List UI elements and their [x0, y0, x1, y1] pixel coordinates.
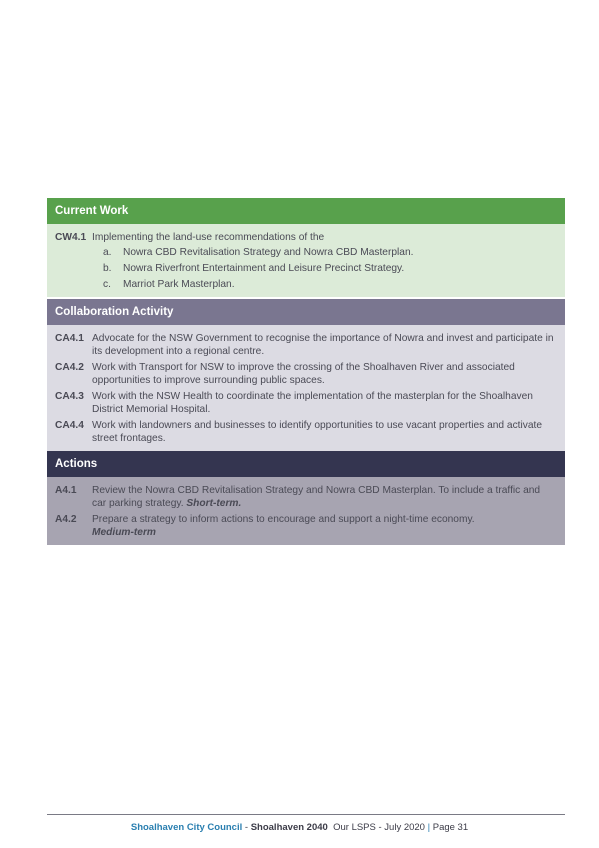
- item-code: A4.1: [55, 485, 77, 496]
- sub-item: [55, 262, 557, 275]
- action-text: Prepare a strategy to inform actions to encourage and support a night-time economy.: [92, 514, 475, 525]
- sub-item-text: Nowra Riverfront Entertainment and Leisure Precinct Strategy.: [123, 263, 405, 274]
- sub-item: [55, 246, 557, 259]
- footer-divider: [47, 814, 565, 815]
- item-code: CW4.1: [55, 232, 87, 243]
- current-work-header: Current Work: [47, 198, 565, 224]
- item-text: Work with the NSW Health to coordinate the implementation of the masterplan for the Shoalhaven District Memorial Hospital.: [92, 391, 533, 415]
- sub-item-text: Marriot Park Masterplan.: [123, 279, 235, 290]
- footer-page-number: Page 31: [432, 822, 469, 833]
- collaboration-item: [55, 361, 557, 387]
- sub-item-letter: a.: [103, 247, 112, 258]
- item-code: A4.2: [55, 514, 77, 525]
- current-work-item: [55, 231, 557, 244]
- actions-header: Actions: [47, 451, 565, 477]
- action-item: [55, 484, 557, 510]
- item-text: Advocate for the NSW Government to recognise the importance of Nowra and invest and participate in its development into a regional centre.: [92, 333, 554, 357]
- sub-item-letter: c.: [103, 279, 111, 290]
- collaboration-header: Collaboration Activity: [47, 299, 565, 325]
- current-work-body: [47, 224, 565, 297]
- page-footer: [0, 822, 599, 833]
- action-text: Review the Nowra CBD Revitalisation Strategy and Nowra CBD Masterplan. To include a traffic and car parking strategy.: [92, 485, 541, 509]
- strategy-table: [47, 198, 565, 545]
- sub-item-text: Nowra CBD Revitalisation Strategy and Nowra CBD Masterplan.: [123, 247, 414, 258]
- item-code: CA4.4: [55, 420, 84, 431]
- action-term: Short-term.: [186, 498, 242, 509]
- sub-item-letter: b.: [103, 263, 112, 274]
- action-item: [55, 513, 557, 539]
- item-text: Work with landowners and businesses to identify opportunities to use vacant properties and activate street frontages.: [92, 420, 543, 444]
- actions-body: [47, 477, 565, 545]
- item-text: Work with Transport for NSW to improve the crossing of the Shoalhaven River and associated opportunities to improve surrounding public spaces.: [92, 362, 515, 386]
- collaboration-item: [55, 332, 557, 358]
- footer-doc: Our LSPS - July 2020: [327, 822, 425, 833]
- collaboration-body: [47, 325, 565, 451]
- collaboration-item: [55, 419, 557, 445]
- footer-separator: |: [424, 822, 433, 833]
- action-term: Medium-term: [92, 527, 156, 538]
- item-code: CA4.1: [55, 333, 84, 344]
- collaboration-item: [55, 390, 557, 416]
- footer-plan: Shoalhaven 2040: [250, 822, 328, 833]
- sub-item: [55, 278, 557, 291]
- footer-dash: -: [242, 822, 251, 833]
- item-code: CA4.3: [55, 391, 84, 402]
- item-code: CA4.2: [55, 362, 84, 373]
- item-text: Implementing the land-use recommendations of the: [92, 232, 325, 243]
- footer-council: Shoalhaven City Council: [130, 822, 243, 833]
- item-text: [92, 484, 557, 510]
- item-text: [92, 513, 557, 539]
